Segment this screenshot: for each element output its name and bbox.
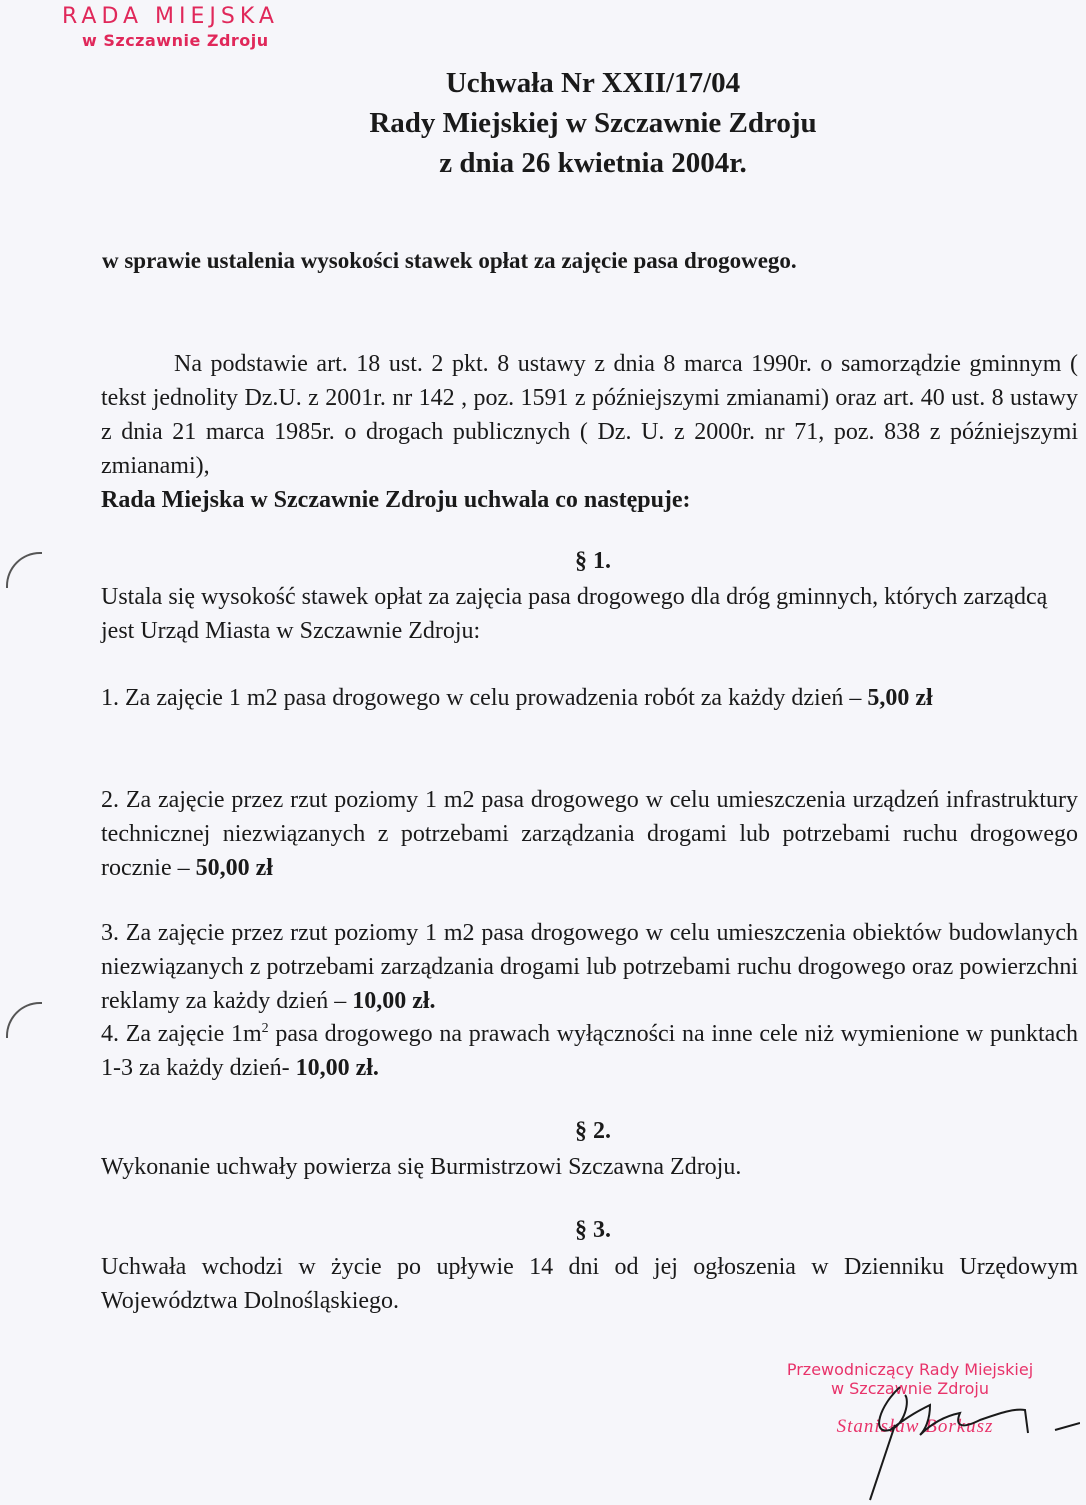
section-3-text: Uchwała wchodzi w życie po upływie 14 dni od jej ogłoszenia w Dzienniku Urzędowym Województwa Dolnośląskiego. [101,1254,1078,1314]
rate-item-amount: 10,00 zł. [352,988,436,1014]
punch-hole-mark [6,1002,42,1038]
section-1-lead: Ustala się wysokość stawek opłat za zajęcia pasa drogowego dla dróg gminnych, których zarządcą jest Urząd Miasta w Szczawnie Zdroju: [101,584,1048,644]
legal-basis-paragraph [101,347,1078,517]
section-1-heading: § 1. [575,548,611,574]
council-stamp [62,4,279,50]
resolution-statement: Rada Miejska w Szczawnie Zdroju uchwala co następuje: [101,487,691,513]
stamp-line-1: RADA MIEJSKA [62,4,279,29]
superscript: 2 [261,1021,269,1036]
title-line-2: Rady Miejskiej w Szczawnie Zdroju [369,107,817,139]
rate-item-text: 3. Za zajęcie przez rzut poziomy 1 m2 pasa drogowego w celu umieszczenia obiektów budowlanych niezwiązanych z potrzebami zarządzania drogami lub potrzebami ruchu drogowego oraz powierzchni reklamy za każdy dzień – [101,920,1078,1014]
rate-item-4 [101,1017,1078,1085]
title-line-1: Uchwała Nr XXII/17/04 [445,67,741,99]
rate-item-text: 2. Za zajęcie przez rzut poziomy 1 m2 pasa drogowego w celu umieszczenia urządzeń infrastruktury technicznej niezwiązanych z potrzebami zarządzania drogami lub potrzebami ruchu drogowego rocznie – [101,787,1078,881]
rate-item-text: 4. Za zajęcie 1m [101,1021,262,1047]
handwritten-signature [860,1375,1080,1505]
rate-item-2 [101,783,1078,885]
document-title [0,63,1086,183]
rate-item-1 [101,681,1078,715]
rate-item-text-cont: pasa drogowego na prawach wyłączności na inne cele niż wymienione w punktach 1-3 za każdy dzień- [101,1021,1078,1081]
title-line-3: z dnia 26 kwietnia 2004r. [439,147,747,179]
rate-item-text: 1. Za zajęcie 1 m2 pasa drogowego w celu prowadzenia robót za każdy dzień – [101,685,862,711]
legal-basis-text: Na podstawie art. 18 ust. 2 pkt. 8 ustawy z dnia 8 marca 1990r. o samorządzie gminnym ( tekst jednolity Dz.U. z 2001r. nr 142 , poz. 1591 z późniejszymi zmianami) oraz art. 40 ust. 8 ustawy z dnia 21 marca 1985r. o drogach publicznych ( Dz. U. z 2000r. nr 71, poz. 838 z późniejszymi zmianami), [101,351,1078,479]
section-2-text: Wykonanie uchwały powierza się Burmistrzowi Szczawna Zdroju. [101,1154,742,1180]
document-subject: w sprawie ustalenia wysokości stawek opłat za zajęcie pasa drogowego. [102,248,797,273]
signatory-name: Stanisław Borkusz [836,1416,994,1437]
stamp-line-2: w Szczawnie Zdroju [82,31,269,50]
rate-item-amount: 10,00 zł. [295,1055,379,1081]
rate-item-3 [101,916,1078,1018]
signature-line-2: w Szczawnie Zdroju [830,1379,990,1398]
section-3-heading: § 3. [575,1217,611,1243]
rate-item-amount: 5,00 zł [867,685,933,711]
signature-line-1: Przewodniczący Rady Miejskiej [786,1360,1034,1379]
rate-item-amount: 50,00 zł [195,855,273,881]
section-2-heading: § 2. [575,1118,611,1144]
